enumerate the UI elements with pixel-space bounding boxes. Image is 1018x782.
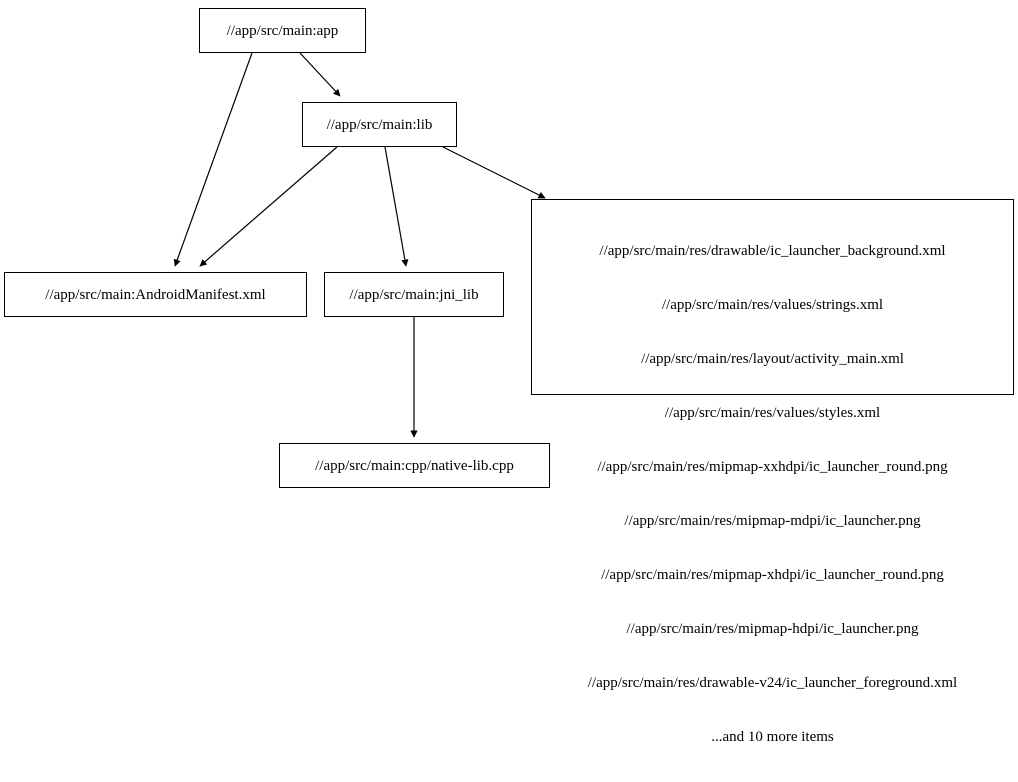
node-jni-lib[interactable] bbox=[324, 272, 504, 317]
node-resources-line: //app/src/main/res/drawable-v24/ic_launcher_foreground.xml bbox=[587, 675, 958, 691]
node-resources-line: //app/src/main/res/values/styles.xml bbox=[664, 405, 881, 421]
node-resources-line: //app/src/main/res/layout/activity_main.xml bbox=[641, 351, 904, 367]
node-resources-line: //app/src/main/res/mipmap-xxhdpi/ic_launcher_round.png bbox=[597, 459, 948, 475]
node-jni-lib-label: //app/src/main:jni_lib bbox=[349, 286, 479, 303]
node-native-lib-cpp[interactable] bbox=[279, 443, 550, 488]
node-androidmanifest-label: //app/src/main:AndroidManifest.xml bbox=[45, 286, 266, 303]
node-resources-line: //app/src/main/res/drawable/ic_launcher_background.xml bbox=[599, 243, 946, 259]
node-app[interactable] bbox=[199, 8, 366, 53]
node-resources-line: //app/src/main/res/mipmap-hdpi/ic_launcher.png bbox=[626, 621, 919, 637]
edge-app-to-androidmanifest bbox=[175, 53, 252, 266]
node-lib[interactable] bbox=[302, 102, 457, 147]
node-app-label: //app/src/main:app bbox=[226, 22, 339, 39]
node-resources-line: //app/src/main/res/mipmap-xhdpi/ic_launcher_round.png bbox=[601, 567, 944, 583]
node-native-lib-cpp-label: //app/src/main:cpp/native-lib.cpp bbox=[315, 457, 514, 474]
edge-app-to-lib bbox=[300, 53, 340, 96]
node-resources-more-items: ...and 10 more items bbox=[711, 729, 834, 745]
node-lib-label: //app/src/main:lib bbox=[326, 116, 433, 133]
node-androidmanifest[interactable] bbox=[4, 272, 307, 317]
node-resources[interactable] bbox=[531, 199, 1014, 745]
edge-lib-to-androidmanifest bbox=[200, 147, 337, 266]
edge-lib-to-jni-lib bbox=[385, 147, 406, 266]
edge-lib-to-resources bbox=[443, 147, 545, 198]
node-resources-line: //app/src/main/res/mipmap-mdpi/ic_launcher.png bbox=[624, 513, 921, 529]
node-resources-line: //app/src/main/res/values/strings.xml bbox=[661, 297, 884, 313]
